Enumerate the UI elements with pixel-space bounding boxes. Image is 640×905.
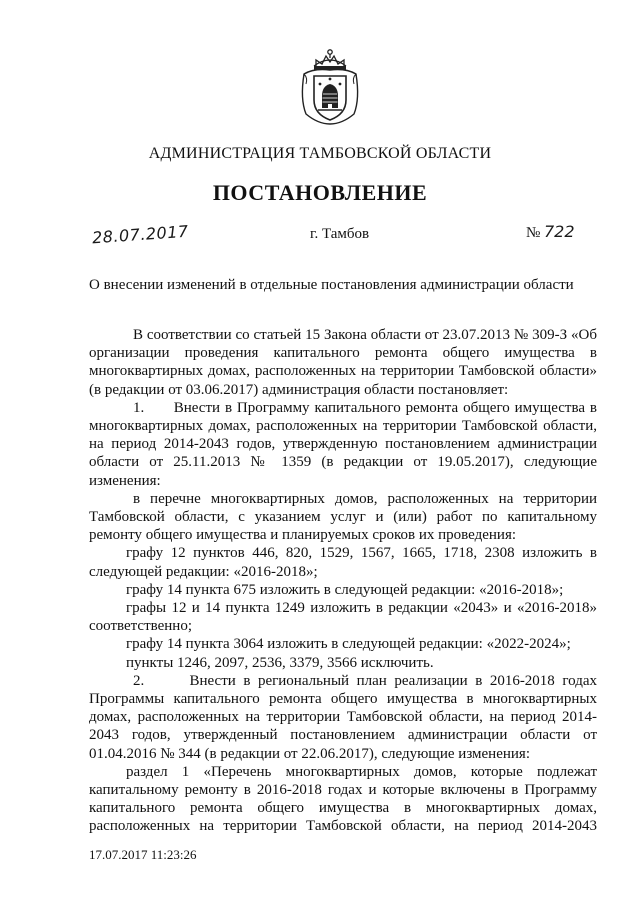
- paragraph-item-2: 2. Внести в региональный план реализации в 2016-2018 годах Программы капитального ремонта общего имущества в многоквартирных домах, расположенных на территории Тамбовской области, на период 2014-2043 годов, утвержденный постановлением администрации области от 01.04.2016 № 344 (в редакции от 22.06.2017), следующие изменения:: [89, 672, 597, 762]
- paragraph-change-1: графу 12 пунктов 446, 820, 1529, 1567, 1665, 1718, 2308 изложить в следующей редакции: «2016-2018»;: [89, 545, 597, 580]
- document-body: [89, 326, 597, 836]
- organization-name: АДМИНИСТРАЦИЯ ТАМБОВСКОЙ ОБЛАСТИ: [148, 145, 492, 162]
- paragraph-change-2: графу 14 пункта 675 изложить в следующей редакции: «2016-2018»;: [126, 581, 564, 598]
- paragraph-change-5: пункты 1246, 2097, 2536, 3379, 3566 исключить.: [126, 654, 434, 671]
- document-number-label: №: [526, 225, 541, 241]
- footer-timestamp: 17.07.2017 11:23:26: [89, 847, 197, 862]
- document-city: г. Тамбов: [310, 226, 370, 242]
- document-subject: О внесении изменений в отдельные постановления администрации области: [89, 277, 574, 293]
- paragraph-preamble: В соответствии со статьей 15 Закона области от 23.07.2013 № 309-З «Об организации проведения капитального ремонта общего имущества в многоквартирных домах, расположенных на территории Тамбовской области» (в редакции от 03.06.2017) администрация области постановляет:: [89, 327, 597, 398]
- document-type: ПОСТАНОВЛЕНИЕ: [212, 180, 428, 205]
- document-number: 722: [544, 222, 575, 241]
- paragraph-item-1: 1. Внести в Программу капитального ремонта общего имущества в многоквартирных домах, расположенных на территории Тамбовской области, на период 2014-2043 годов, утвержденную постановлением администрации области от 25.11.2013 № 1359 (в редакции от 19.05.2017), следующие изменения:: [89, 399, 597, 489]
- coat-of-arms-icon: [296, 44, 364, 126]
- paragraph-section-1: раздел 1 «Перечень многоквартирных домов, которые подлежат капитальному ремонту в 2016-2018 годах и которые включены в Программу капитального ремонта общего имущества в многоквартирных домах, расположенных на территории Тамбовской области, на период 2014-2043: [89, 763, 597, 835]
- paragraph-change-4: графу 14 пункта 3064 изложить в следующей редакции: «2022-2024»;: [126, 636, 571, 653]
- paragraph-change-3: графы 12 и 14 пункта 1249 изложить в редакции «2043» и «2016-2018» соответственно;: [89, 600, 597, 635]
- document-date: 28.07.2017: [91, 221, 190, 248]
- paragraph-list-intro: в перечне многоквартирных домов, расположенных на территории Тамбовской области, с указанием услуг и (или) работ по капитальному ремонту общего имущества и планируемых сроков их проведения:: [89, 490, 597, 544]
